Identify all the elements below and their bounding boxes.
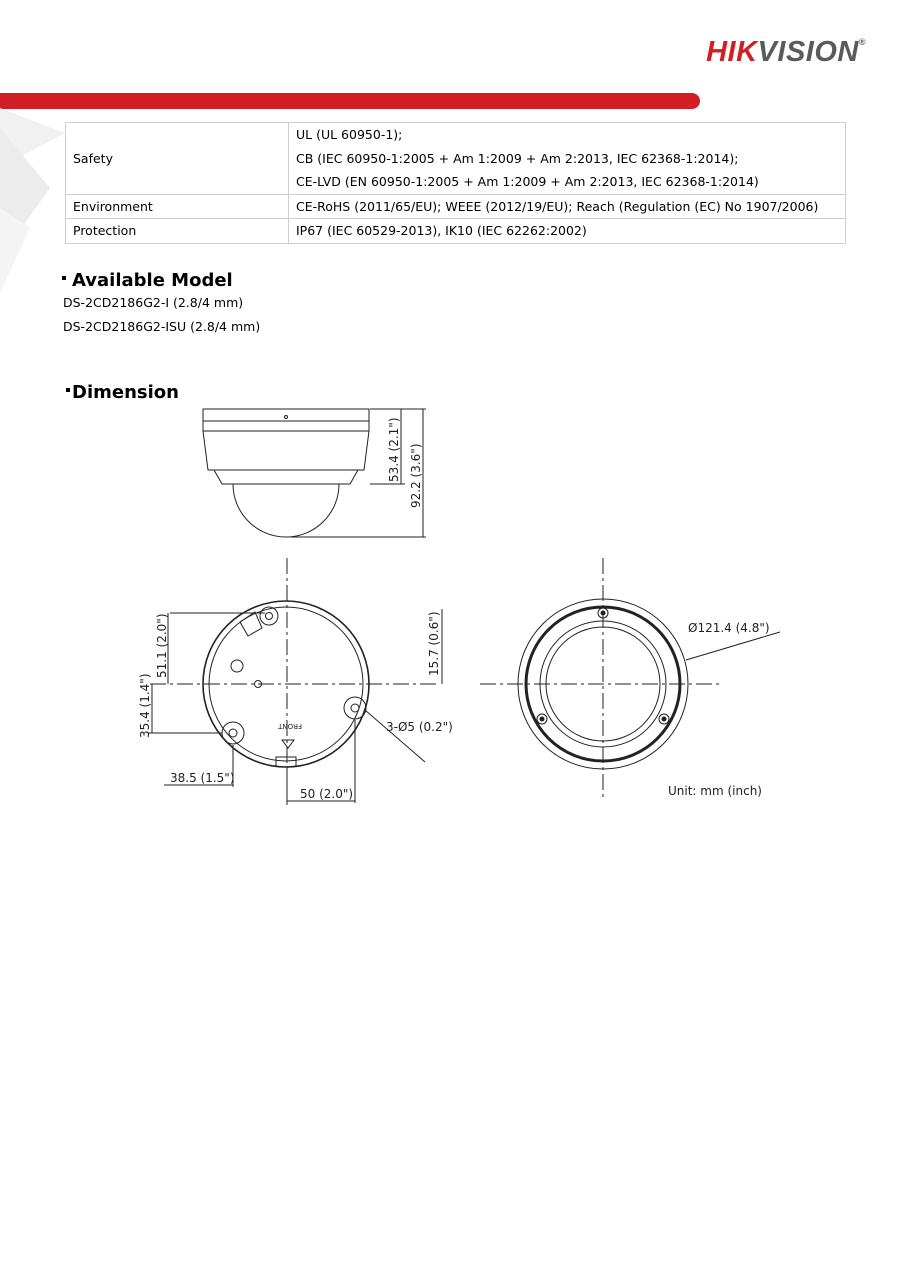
dim-offset-left: 35.4 (1.4")	[138, 673, 152, 738]
dim-holes: 3-Ø5 (0.2")	[386, 720, 453, 734]
safety-line: CE-LVD (EN 60950-1:2005 + Am 1:2009 + Am 2:2013, IEC 62368-1:2014)	[296, 174, 759, 189]
model-item: DS-2CD2186G2-I (2.8/4 mm)	[63, 295, 244, 310]
model-item: DS-2CD2186G2-ISU (2.8/4 mm)	[63, 319, 261, 334]
top-view	[480, 558, 780, 800]
dim-hole-x-left: 38.5 (1.5")	[170, 771, 235, 785]
front-mark: FRONT	[278, 722, 302, 730]
safety-line: UL (UL 60950-1);	[296, 127, 403, 142]
dim-offset-right: 15.7 (0.6")	[427, 611, 441, 676]
row-label-environment: Environment	[66, 194, 289, 219]
row-label-safety: Safety	[66, 123, 289, 195]
brand-logo-part2: VISION	[757, 36, 859, 68]
registered-mark: ®	[858, 37, 866, 47]
row-label-protection: Protection	[66, 219, 289, 244]
row-value-environment: CE-RoHS (2011/65/EU); WEEE (2012/19/EU); Reach (Regulation (EC) No 1907/2006)	[289, 194, 846, 219]
safety-line: CB (IEC 60950-1:2005 + Am 1:2009 + Am 2:2013, IEC 62368-1:2014);	[296, 150, 739, 166]
dim-height-body: 53.4 (2.1")	[387, 417, 401, 482]
unit-label: Unit: mm (inch)	[668, 784, 762, 798]
row-value-protection: IP67 (IEC 60529-2013), IK10 (IEC 62262:2002)	[289, 219, 846, 244]
bottom-view	[148, 558, 442, 805]
dimension-title: Dimension	[72, 382, 179, 403]
dim-diameter: Ø121.4 (4.8")	[688, 621, 770, 635]
dim-hole-spacing: 50 (2.0")	[300, 787, 354, 801]
dim-height-total: 92.2 (3.6")	[409, 443, 423, 508]
dim-offset-top: 51.1 (2.0")	[155, 613, 169, 678]
brand-logo-part1: HIK	[706, 36, 758, 68]
available-model-title: Available Model	[72, 270, 233, 291]
